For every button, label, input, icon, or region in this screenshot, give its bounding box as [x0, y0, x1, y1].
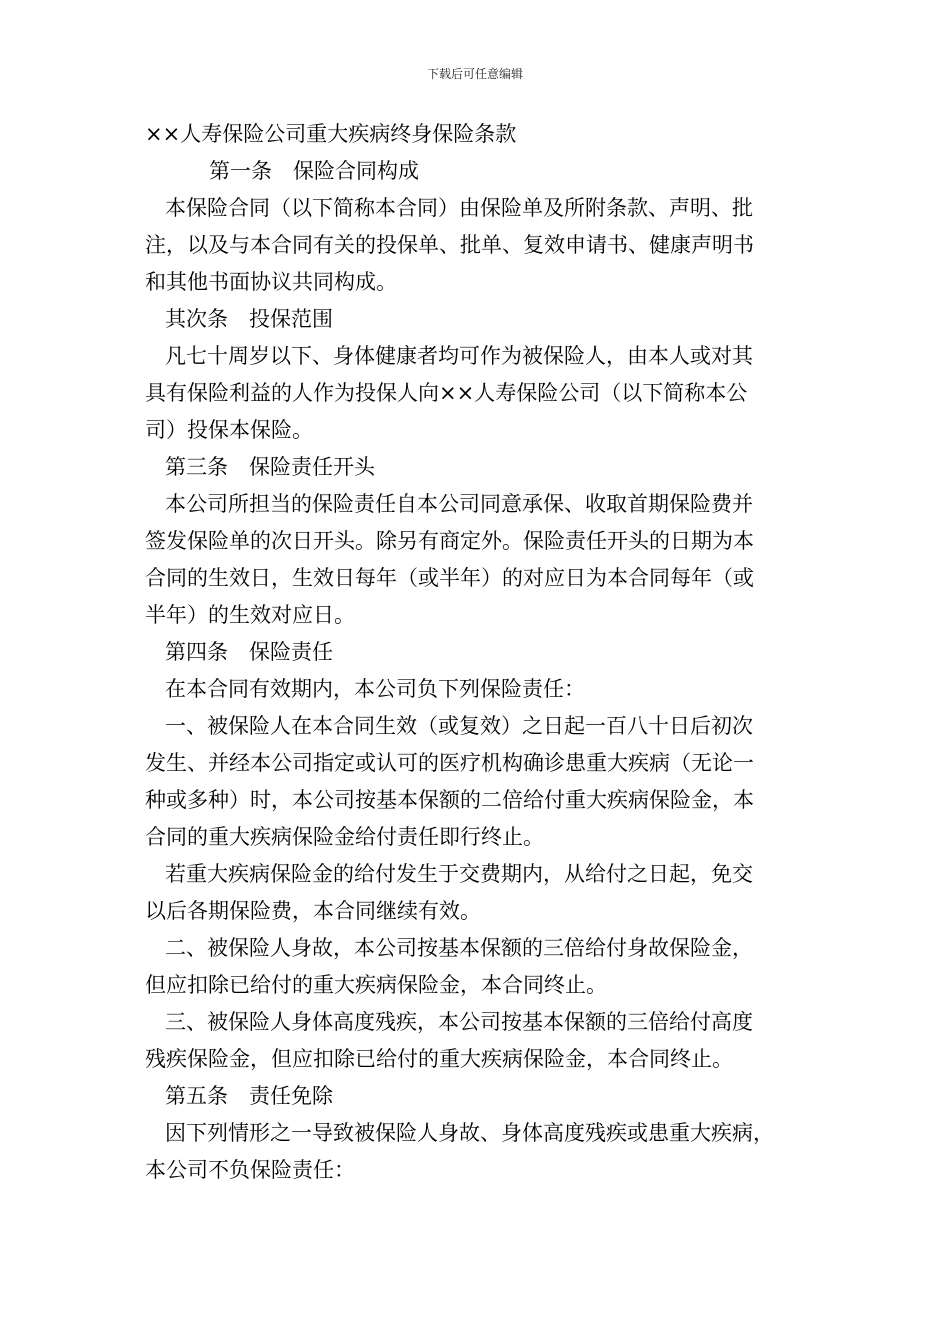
article-heading: 第五条 责任免除: [165, 1084, 333, 1108]
paragraph-line: 三、被保险人身体高度残疾，本公司按基本保额的三倍给付高度: [165, 1010, 753, 1034]
paragraph-line: 和其他书面协议共同构成。: [145, 270, 397, 294]
paragraph-line: 凡七十周岁以下、身体健康者均可作为被保险人，由本人或对其: [165, 344, 753, 368]
paragraph-line: 残疾保险金，但应扣除已给付的重大疾病保险金，本合同终止。: [145, 1047, 733, 1071]
paragraph-line: 一、被保险人在本合同生效（或复效）之日起一百八十日后初次: [165, 714, 753, 738]
paragraph-line: 二、被保险人身故，本公司按基本保额的三倍给付身故保险金，: [165, 936, 753, 960]
page-header-note: 下载后可任意编辑: [426, 67, 523, 81]
paragraph-line: 但应扣除已给付的重大疾病保险金，本合同终止。: [145, 973, 607, 997]
article-heading: 第四条 保险责任: [165, 640, 333, 664]
paragraph-line: 若重大疾病保险金的给付发生于交费期内，从给付之日起，免交: [165, 862, 753, 886]
paragraph-line: 因下列情形之一导致被保险人身故、身体高度残疾或患重大疾病，: [165, 1121, 774, 1145]
document-body: [145, 116, 810, 1189]
article-heading: 第一条 保险合同构成: [209, 159, 419, 183]
article-heading: 第三条 保险责任开头: [165, 455, 375, 479]
paragraph-line: 本公司不负保险责任：: [145, 1158, 355, 1182]
paragraph-line: 种或多种）时，本公司按基本保额的二倍给付重大疾病保险金，本: [145, 788, 754, 812]
document-title: ××人寿保险公司重大疾病终身保险条款: [145, 122, 517, 146]
paragraph-line: 合同的重大疾病保险金给付责任即行终止。: [145, 825, 544, 849]
paragraph-line: 以后各期保险费，本合同继续有效。: [145, 899, 481, 923]
paragraph-line: 具有保险利益的人作为投保人向××人寿保险公司（以下简称本公: [145, 381, 748, 405]
paragraph-line: 注，以及与本合同有关的投保单、批单、复效申请书、健康声明书: [145, 233, 754, 257]
paragraph-line: 签发保险单的次日开头。除另有商定外。保险责任开头的日期为本: [145, 529, 754, 553]
paragraph-line: 半年）的生效对应日。: [145, 603, 355, 627]
paragraph-line: 司）投保本保险。: [145, 418, 313, 442]
paragraph-line: 本保险合同（以下简称本合同）由保险单及所附条款、声明、批: [165, 196, 753, 220]
paragraph-line: 在本合同有效期内，本公司负下列保险责任：: [165, 677, 585, 701]
paragraph-line: 合同的生效日，生效日每年（或半年）的对应日为本合同每年（或: [145, 566, 754, 590]
paragraph-line: 本公司所担当的保险责任自本公司同意承保、收取首期保险费并: [165, 492, 753, 516]
paragraph-line: 发生、并经本公司指定或认可的医疗机构确诊患重大疾病（无论一: [145, 751, 754, 775]
article-heading: 其次条 投保范围: [165, 307, 333, 331]
